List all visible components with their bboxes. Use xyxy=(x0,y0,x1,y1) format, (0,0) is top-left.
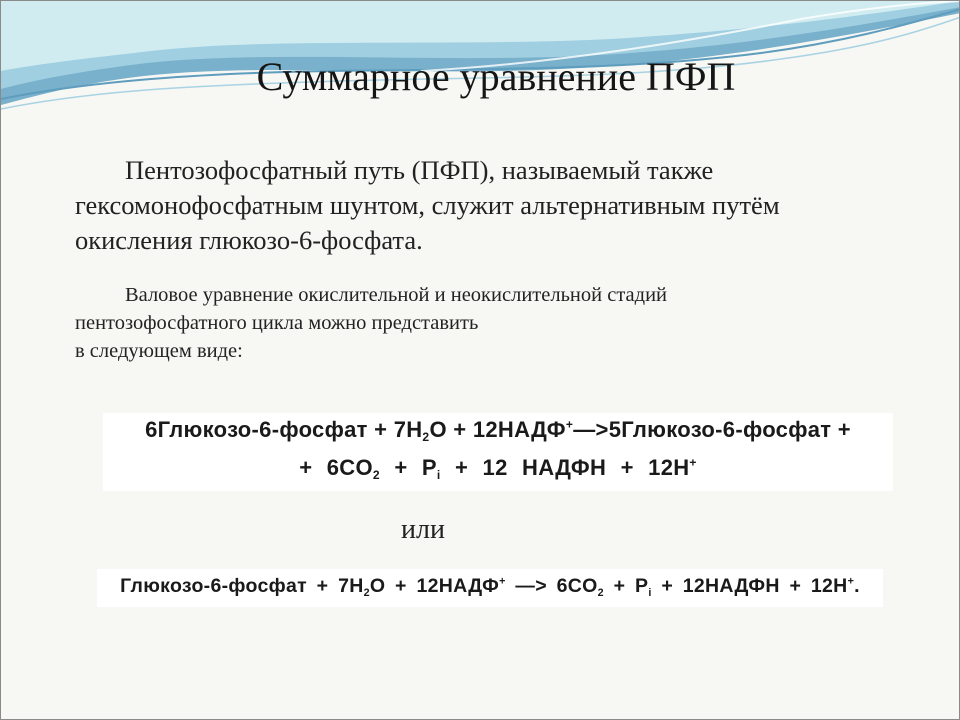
equation-1-line-2: + $6CO_2 + P_i + 12$ НАДФН + 12H+ xyxy=(299,455,697,483)
intro-paragraph: Пентозофосфатный путь (ПФП), называемый также гексомонофосфатным шунтом, служит альтернативным путём окисления глюкозо-6-фосфата. xyxy=(75,155,780,255)
separator-or: или xyxy=(401,514,445,545)
equation-2-line: Глюкозо-6-фосфат + $7H_2O$ + 12НАДФ+ —> $6CO_2 + P_i$ + 12НАДФН + 12H+. xyxy=(120,575,860,599)
equation-1-line-1: 6Глюкозо-6-фосфат + $7H_2O$ + 12НАДФ+—>5Глюкозо-6-фосфат + xyxy=(145,417,851,445)
equation-2-image xyxy=(97,569,883,607)
gross-equation-description xyxy=(75,281,865,365)
description-line-2: пентозофосфатного цикла можно представить xyxy=(75,312,479,334)
description-line-3: в следующем виде: xyxy=(75,340,243,362)
equation-1-image xyxy=(103,413,893,491)
description-line-1: Валовое уравнение окислительной и неокислительной стадий xyxy=(125,284,668,306)
slide-title: Суммарное уравнение ПФП xyxy=(256,54,736,99)
